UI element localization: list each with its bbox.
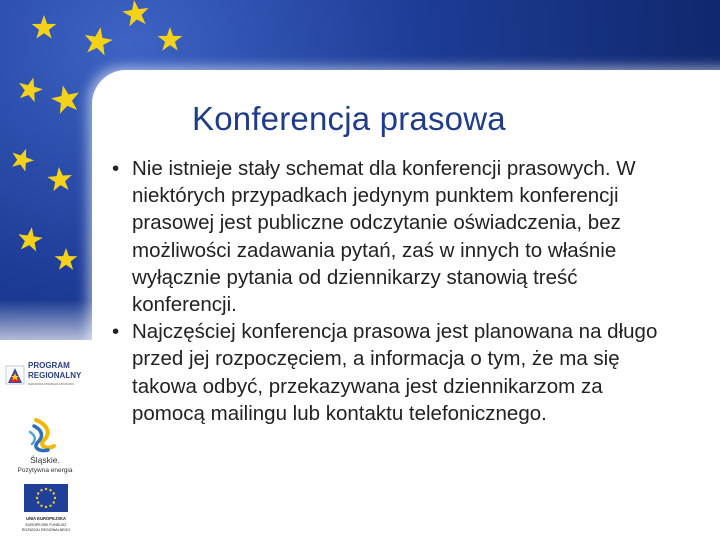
program-regionalny-logo	[4, 352, 88, 402]
eu-flag-logo	[14, 482, 76, 538]
star-icon	[121, 0, 151, 27]
star-icon	[49, 82, 83, 114]
bullet-list	[112, 155, 660, 427]
logo-text: UNIA EUROPEJSKA	[25, 516, 67, 521]
bullet-item	[112, 318, 660, 427]
logo-text: Pozytywna energia	[17, 467, 73, 474]
logo-text: ROZWOJU REGIONALNEGO	[21, 528, 71, 532]
star-icon	[32, 15, 57, 39]
logo-text: NARODOWA STRATEGIA SPÓJNOŚCI	[28, 383, 75, 386]
star-icon	[158, 27, 183, 51]
logo-text: Śląskie.	[30, 455, 60, 465]
star-icon	[55, 248, 78, 270]
bullet-marker: •	[112, 320, 120, 344]
logo-text: REGIONALNY	[28, 371, 82, 380]
star-icon	[82, 25, 115, 57]
logo-text: PROGRAM	[28, 361, 70, 370]
bullet-text: Najczęściej konferencja prasowa jest planowana na długo przed jej rozpoczęciem, a informacja o tym, że ma się takowa odbyć, przekazywana jest dziennikarzom za pomocą mailingu lub kontaktu telefonicznego.	[132, 320, 658, 425]
bullet-text: Nie istnieje stały schemat dla konferencji prasowych. W niektórych przypadkach jedynym punktem konferencji prasowej jest publiczne odczytanie oświadczenia, bez możliwości zadawania pytań, zaś w innych to właśnie wyłącznie pytania od dziennikarzy stanowią treść konferencji.	[132, 157, 636, 317]
star-icon	[15, 74, 45, 103]
bullet-marker: •	[112, 157, 120, 180]
star-icon	[47, 166, 74, 192]
slide-title: Konferencja prasowa	[192, 100, 506, 137]
star-icon	[16, 225, 44, 252]
bullet-item	[112, 155, 660, 318]
logo-text: EUROPEJSKI FUNDUSZ	[25, 523, 67, 527]
left-fade	[0, 300, 92, 360]
slaskie-logo	[10, 416, 80, 474]
star-icon	[8, 145, 37, 173]
